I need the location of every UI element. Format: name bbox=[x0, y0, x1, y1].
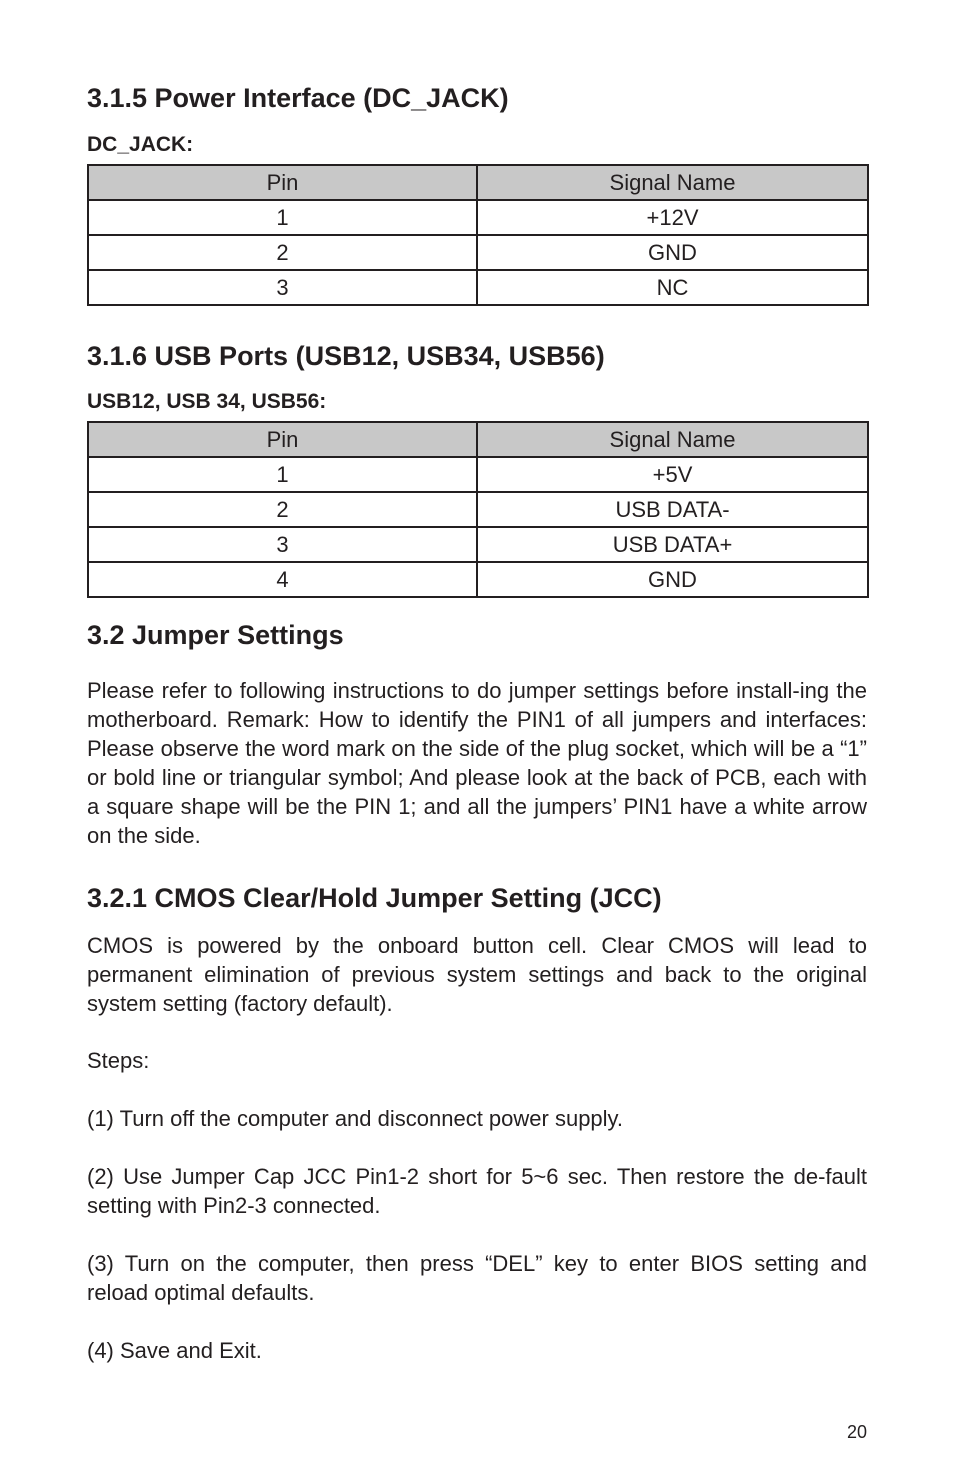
steps-label: Steps: bbox=[87, 1048, 150, 1073]
dc-jack-pin-table bbox=[87, 164, 869, 306]
signal-cell: +5V bbox=[477, 457, 868, 492]
signal-name-column-header: Signal Name bbox=[477, 165, 868, 200]
table-row bbox=[88, 527, 868, 562]
table-header-row bbox=[88, 422, 868, 457]
pin-cell: 1 bbox=[88, 457, 477, 492]
table-row bbox=[88, 200, 868, 235]
table-row bbox=[88, 457, 868, 492]
signal-name-column-header: Signal Name bbox=[477, 422, 868, 457]
step-2: (2) Use Jumper Cap JCC Pin1-2 short for 5~6 sec. Then restore the de-fault setting with Pin2-3 connected. bbox=[87, 1164, 867, 1218]
step-3: (3) Turn on the computer, then press “DEL” key to enter BIOS setting and reload optimal defaults. bbox=[87, 1251, 867, 1305]
page-number: 20 bbox=[846, 1422, 867, 1442]
pin-column-header: Pin bbox=[88, 422, 477, 457]
usb-label: USB12, USB 34, USB56: bbox=[87, 390, 327, 413]
table-header-row bbox=[88, 165, 868, 200]
dc-jack-label: DC_JACK: bbox=[87, 133, 194, 156]
section-title-jumper-settings: 3.2 Jumper Settings bbox=[87, 620, 344, 650]
signal-cell: +12V bbox=[477, 200, 868, 235]
table-row bbox=[88, 270, 868, 305]
step-4: (4) Save and Exit. bbox=[87, 1338, 262, 1363]
table-row bbox=[88, 492, 868, 527]
pin-cell: 3 bbox=[88, 270, 477, 305]
pin-cell: 2 bbox=[88, 492, 477, 527]
pin-cell: 2 bbox=[88, 235, 477, 270]
pin-column-header: Pin bbox=[88, 165, 477, 200]
pin-cell: 4 bbox=[88, 562, 477, 597]
pin-cell: 1 bbox=[88, 200, 477, 235]
pin-cell: 3 bbox=[88, 527, 477, 562]
table-row bbox=[88, 235, 868, 270]
cmos-intro-paragraph: CMOS is powered by the onboard button cell. Clear CMOS will lead to permanent elimination of previous system settings and back to the original system setting (factory default). bbox=[87, 933, 867, 1016]
table-row bbox=[88, 562, 868, 597]
signal-cell: USB DATA- bbox=[477, 492, 868, 527]
signal-cell: USB DATA+ bbox=[477, 527, 868, 562]
step-1: (1) Turn off the computer and disconnect power supply. bbox=[87, 1106, 624, 1131]
section-title-usb-ports: 3.1.6 USB Ports (USB12, USB34, USB56) bbox=[87, 341, 605, 371]
signal-cell: NC bbox=[477, 270, 868, 305]
usb-pin-table bbox=[87, 421, 869, 598]
signal-cell: GND bbox=[477, 562, 868, 597]
section-title-cmos-jumper: 3.2.1 CMOS Clear/Hold Jumper Setting (JCC) bbox=[87, 883, 662, 913]
signal-cell: GND bbox=[477, 235, 868, 270]
jumper-settings-body: Please refer to following instructions to do jumper settings before install-ing the motherboard. Remark: How to identify the PIN1 of all jumpers and interfaces: Please observe the word mark on the side of the plug socket, which will be a “1” or bold line or triangular symbol; And please look at the back of PCB, each with a square shape will be the PIN 1; and all the jumpers’ PIN1 have a white arrow on the side. bbox=[87, 678, 867, 848]
section-title-power-interface: 3.1.5 Power Interface (DC_JACK) bbox=[87, 83, 509, 113]
